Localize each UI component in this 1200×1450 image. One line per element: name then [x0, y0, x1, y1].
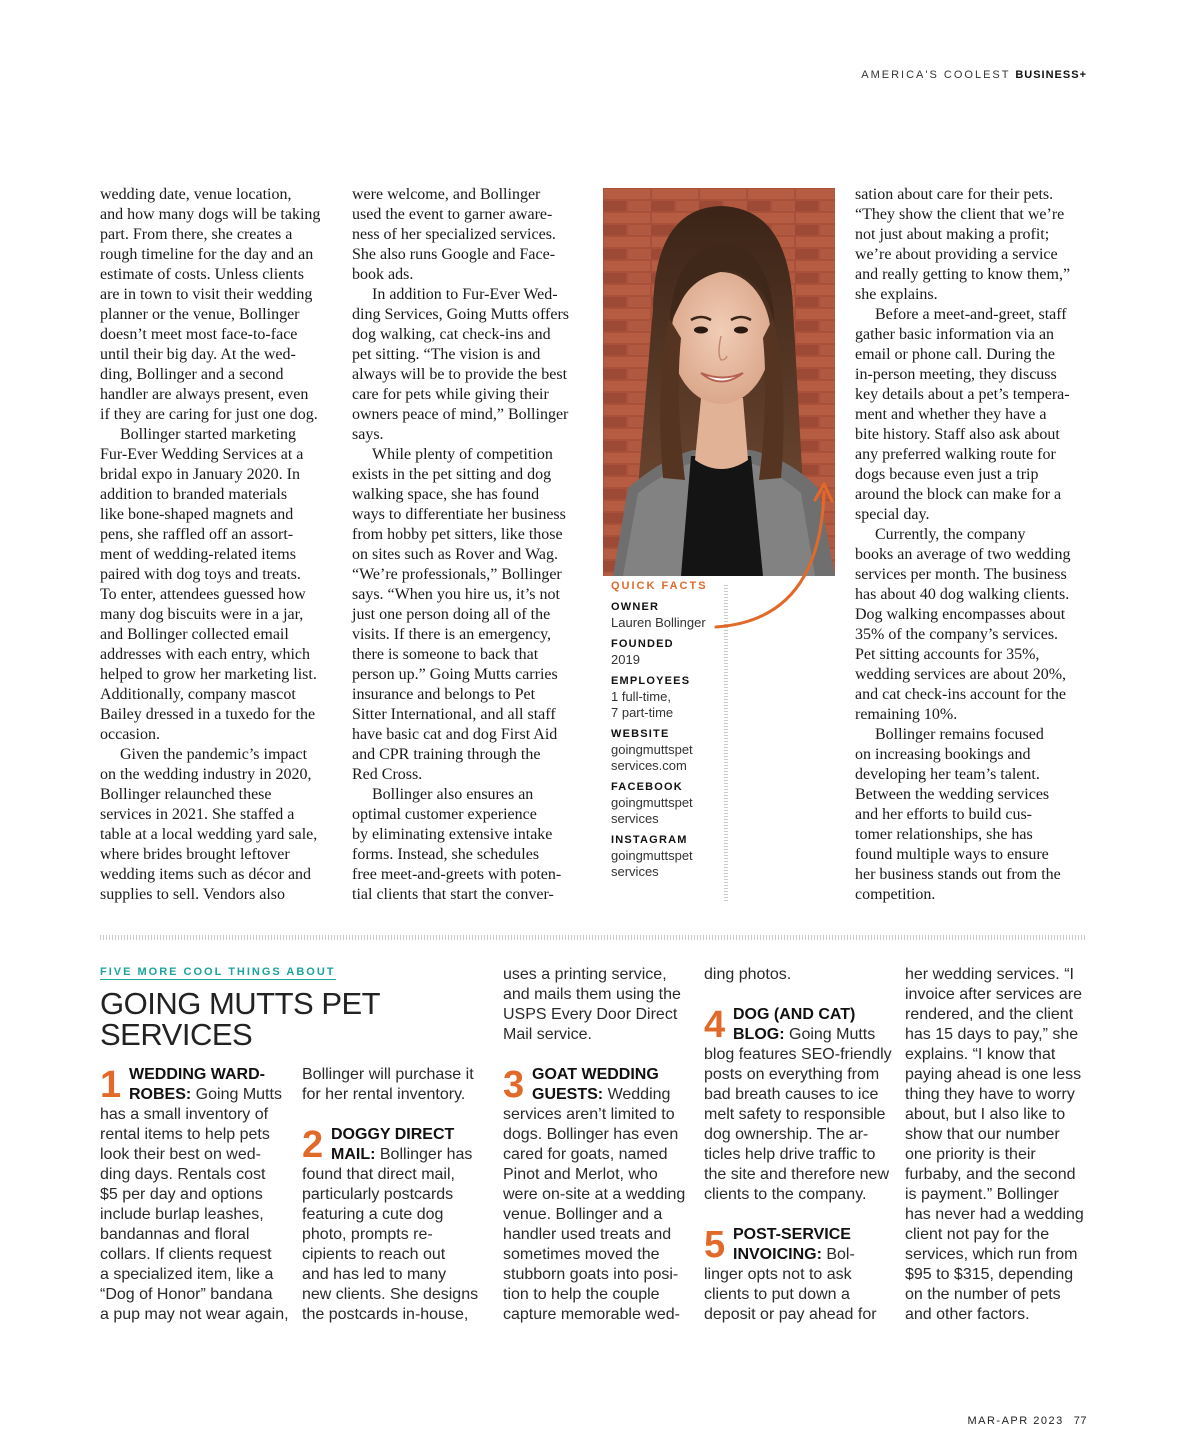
- fact-founded: [611, 637, 721, 668]
- item-heading-cont: INVOICING:: [733, 1246, 822, 1263]
- article-column-4: [855, 185, 1095, 905]
- sidebar-title: GOING MUTTS PET SERVICES: [100, 986, 380, 1052]
- fact-website: [611, 727, 721, 774]
- sidebar-text-continuation: uses a printing service, and mails them using the USPS Every Door Direct Mail service.: [503, 966, 681, 1043]
- item-heading-cont: MAIL:: [331, 1146, 376, 1163]
- item-heading: POST-SERVICE: [733, 1226, 851, 1243]
- item-heading-cont: ROBES:: [129, 1086, 192, 1103]
- fact-employees: [611, 674, 721, 721]
- item-heading: DOG (AND CAT): [733, 1006, 856, 1023]
- quick-facts-title: QUICK FACTS: [611, 580, 708, 592]
- fact-value: goingmuttspet services.com: [611, 742, 693, 773]
- paragraph: Bollinger also ensures an optimal customer experience by eliminating extensive intake forms. Instead, she schedules free meet-and-greets with poten- tial clients that start the conver-: [352, 786, 562, 903]
- item-text-start: Going Mutts: [191, 1086, 282, 1103]
- item-number: 1: [100, 1064, 122, 1106]
- fact-value: goingmuttspet services: [611, 848, 693, 879]
- sidebar-text-continuation: Bollinger will purchase it for her rental inventory.: [302, 1066, 474, 1103]
- paragraph: While plenty of competition exists in the pet sitting and dog walking space, she has found ways to differentiate her business from hobby pet sitters, like those on sites such as Rover and Wag. “We’re professionals,” Bollinger says. “When you hire us, it’s not just one person doing all of the visits. If there is an emergency, there is someone to back that person up.” Going Mutts carries insurance and belongs to Pet Sitter International, and all staff have basic cat and dog First Aid and CPR training through the Red Cross.: [352, 446, 566, 783]
- item-number: 4: [704, 1004, 726, 1046]
- fact-label: FACEBOOK: [611, 781, 683, 793]
- sidebar-item-2: [302, 1125, 492, 1325]
- paragraph: wedding date, venue location, and how many dogs will be taking part. From there, she creates a rough timeline for the day and an estimate of costs. Unless clients are in town to visit their wedding planner or the venue, Bollinger doesn’t meet most face-to-face until their big day. At the wed- ding, Bollinger and a second handler are always present, even if they are caring for just one dog.: [100, 186, 321, 423]
- paragraph: sation about care for their pets. “They show the client that we’re not just about making a profit; we’re about providing a service and really getting to know them,” she explains.: [855, 186, 1071, 303]
- fact-label: WEBSITE: [611, 728, 670, 740]
- page-footer: [967, 1415, 1087, 1427]
- section-divider: [100, 935, 1086, 940]
- fact-value: 2019: [611, 652, 640, 667]
- item-heading: DOGGY DIRECT: [331, 1126, 455, 1143]
- sidebar-item-1: [100, 1065, 290, 1325]
- item-text-start: Going Mutts: [784, 1026, 876, 1043]
- item-text: linger opts not to ask clients to put down a deposit or pay ahead for: [704, 1266, 877, 1323]
- item-heading-cont: BLOG:: [733, 1026, 785, 1043]
- sidebar-item-4: [704, 1005, 894, 1205]
- item-heading: WEDDING WARD-: [129, 1066, 265, 1083]
- item-text-start: Bollinger has: [375, 1146, 473, 1163]
- section-bold: BUSINESS+: [1015, 69, 1087, 81]
- sidebar-text-continuation: ding photos.: [704, 966, 792, 983]
- page-number: 77: [1073, 1415, 1087, 1427]
- item-number: 3: [503, 1064, 525, 1106]
- pointer-arrow-icon: [700, 470, 840, 640]
- issue-date: MAR-APR 2023: [967, 1415, 1064, 1427]
- fact-label: EMPLOYEES: [611, 675, 691, 687]
- running-head: [861, 69, 1087, 81]
- sidebar-text-continuation: her wedding services. “I invoice after services are rendered, and the client has 15 days to pay,” she explains. “I know that paying ahead is one less thing they have to worry about, but I also like to show that our number one priority is their furbaby, and the second is payment.” Bollinger has never had a wedding client not pay for the services, which run from $95 to $315, depending on the number of pets and other factors.: [905, 966, 1084, 1323]
- fact-value: Lauren Bollinger: [611, 615, 706, 630]
- paragraph: In addition to Fur-Ever Wed- ding Services, Going Mutts offers dog walking, cat check-ins and pet sitting. “The vision is and always will be to provide the best care for pets while giving their owners peace of mind,” Bollinger says.: [352, 286, 570, 443]
- paragraph: Before a meet-and-greet, staff gather basic information via an email or phone call. During the in-person meeting, they discuss key details about a pet’s tempera- ment and whether they have a bite history. Staff also ask about any preferred walking route for dogs because even just a trip around the block can make for a special day.: [855, 306, 1070, 523]
- article-column-1: [100, 185, 340, 905]
- paragraph: Bollinger started marketing Fur-Ever Wedding Services at a bridal expo in January 2020. In addition to branded materials like bone-shaped magnets and pens, she raffled off an assort- ment of wedding-related items paired with dog toys and treats. To enter, attendees guessed how many dog biscuits were in a jar, and Bollinger collected email addresses with each entry, which helped to grow her marketing list. Additionally, company mascot Bailey dressed in a tuxedo for the occasion.: [100, 426, 317, 743]
- item-number: 5: [704, 1224, 726, 1266]
- item-text: has a small inventory of rental items to help pets look their best on wed- ding days. Rentals cost $5 per day and options include burlap leashes, bandannas and floral collars. If clients request a specialized item, like a “Dog of Honor” bandana a pup may not wear again,: [100, 1106, 289, 1323]
- item-heading: GOAT WEDDING: [532, 1066, 659, 1083]
- fact-value: 1 full-time, 7 part-time: [611, 689, 674, 720]
- item-text-start: Wedding: [603, 1086, 671, 1103]
- paragraph: Given the pandemic’s impact on the wedding industry in 2020, Bollinger relaunched these services in 2021. She staffed a table at a local wedding yard sale, where brides brought leftover wedding items such as décor and supplies to sell. Vendors also: [100, 746, 318, 903]
- paragraph: were welcome, and Bollinger used the event to garner aware- ness of her specialized services. She also runs Google and Face- book ads.: [352, 186, 556, 283]
- article-column-2: [352, 185, 592, 905]
- item-number: 2: [302, 1124, 324, 1166]
- fact-label: OWNER: [611, 601, 660, 613]
- item-text: services aren’t limited to dogs. Bollinger has even cared for goats, named Pinot and Merlot, who were on-site at a wedding venue. Bollinger and a handler used treats and sometimes moved the stubborn goats into posi- tion to help the couple capture memorable wed-: [503, 1106, 686, 1323]
- item-heading-cont: GUESTS:: [532, 1086, 604, 1103]
- item-text-start: Bol-: [821, 1246, 855, 1263]
- item-text: found that direct mail, particularly postcards featuring a cute dog photo, prompts re- cipients to reach out and has led to many new clients. She designs the postcards in-house,: [302, 1166, 479, 1323]
- sidebar-item-5: [704, 1225, 894, 1325]
- fact-label: FOUNDED: [611, 638, 674, 650]
- item-text: blog features SEO-friendly posts on everything from bad breath causes to ice melt safety to responsible dog ownership. The ar- ticles help drive traffic to the site and therefore new clients to the company.: [704, 1046, 892, 1203]
- fact-value: goingmuttspet services: [611, 795, 693, 826]
- paragraph: Currently, the company books an average of two wedding services per month. The business has about 40 dog walking clients. Dog walking encompasses about 35% of the company’s services. Pet sitting accounts for 35%, wedding services are about 20%, and cat check-ins account for the remaining 10%.: [855, 526, 1071, 723]
- paragraph: Bollinger remains focused on increasing bookings and developing her team’s talent. Between the wedding services and her efforts to build cus- tomer relationships, she has found multiple ways to ensure her business stands out from the competition.: [855, 726, 1061, 903]
- sidebar-item-3: [503, 1065, 693, 1325]
- fact-instagram: [611, 833, 721, 880]
- section-prefix: AMERICA'S COOLEST: [861, 69, 1011, 81]
- fact-facebook: [611, 780, 721, 827]
- fact-label: INSTAGRAM: [611, 834, 688, 846]
- sidebar-kicker: FIVE MORE COOL THINGS ABOUT: [100, 966, 336, 978]
